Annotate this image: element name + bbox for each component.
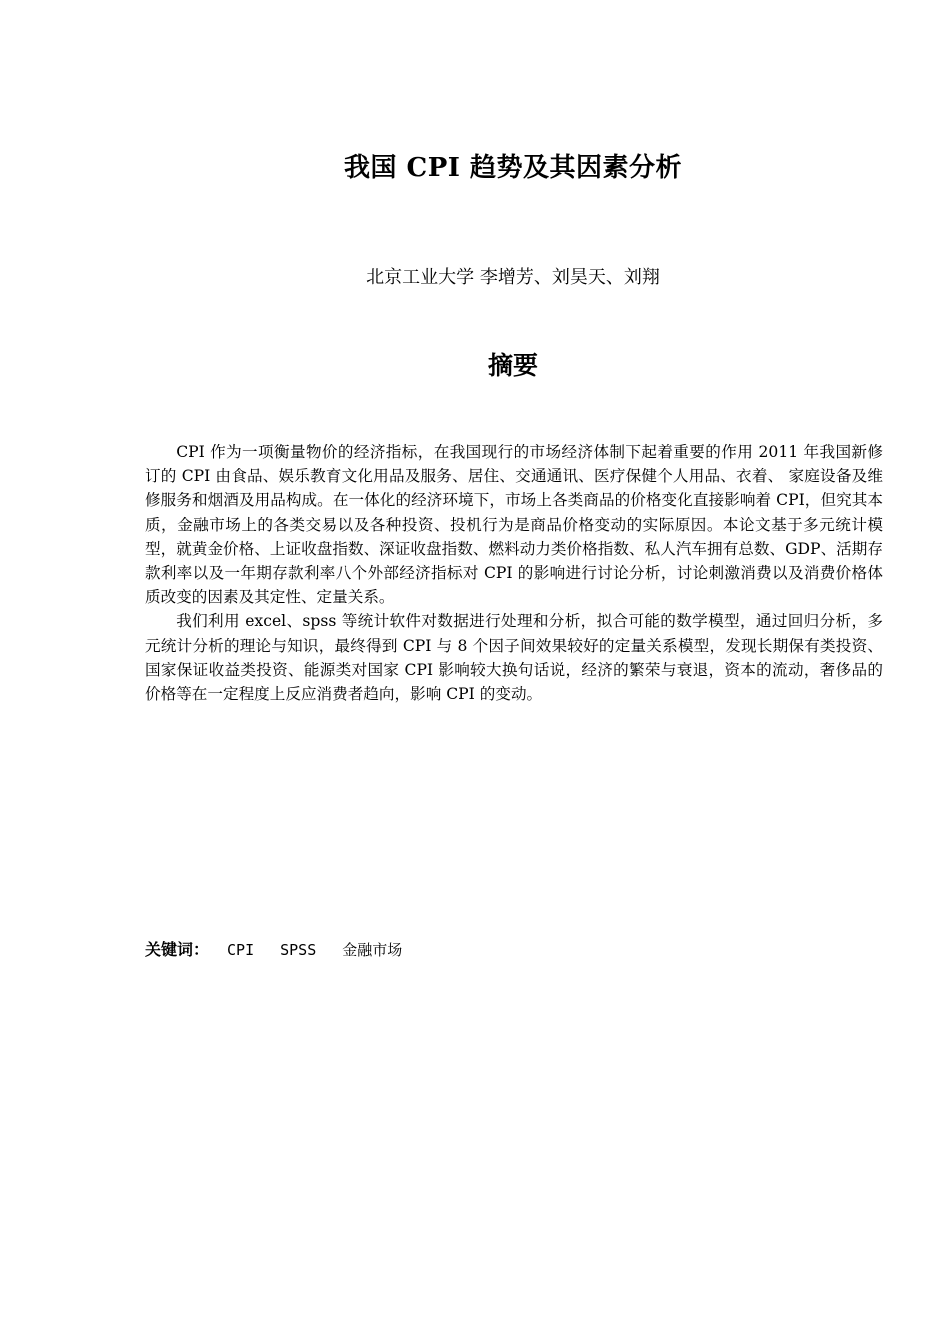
abstract-heading: 摘要 bbox=[487, 351, 538, 380]
abstract-body bbox=[145, 440, 883, 706]
paper-title: 我国 CPI 趋势及其因素分析 bbox=[343, 153, 682, 183]
keyword-item: 金融市场 bbox=[342, 941, 403, 959]
keyword-item: CPI bbox=[227, 941, 255, 959]
abstract-paragraph: CPI 作为一项衡量物价的经济指标，在我国现行的市场经济体制下起着重要的作用 2011 年我国新修订的 CPI 由食品、娱乐教育文化用品及服务、居住、交通通讯、医疗保健个人用品、衣着、 家庭设备及维修服务和烟酒及用品构成。在一体化的经济环境下，市场上各类商品的价格变化直接影响着 CPI，但究其本质，金融市场上的各类交易以及各种投资、投机行为是商品价格变动的实际原因。本论文基于多元统计模型，就黄金价格、上证收盘指数、深证收盘指数、燃料动力类价格指数、私人汽车拥有总数、GDP、活期存款利率以及一年期存款利率八个外部经济指标对 CPI 的影响进行讨论分析，讨论刺激消费以及消费价格体质改变的因素及其定性、定量关系。 bbox=[145, 443, 883, 607]
abstract-paragraph: 我们利用 excel、spss 等统计软件对数据进行处理和分析，拟合可能的数学模型，通过回归分析，多元统计分析的理论与知识，最终得到 CPI 与 8 个因子间效果较好的定量关系模型，发现长期保有类投资、国家保证收益类投资、能源类对国家 CPI 影响较大换句话说，经济的繁荣与衰退，资本的流动，奢侈品的价格等在一定程度上反应消费者趋向，影响 CPI 的变动。 bbox=[145, 612, 883, 704]
keywords-label: 关键词： bbox=[145, 940, 210, 959]
keyword-item: SPSS bbox=[280, 941, 317, 959]
keywords-line bbox=[145, 938, 402, 962]
author-line: 北京工业大学 李增芳、刘昊天、刘翔 bbox=[366, 267, 660, 288]
